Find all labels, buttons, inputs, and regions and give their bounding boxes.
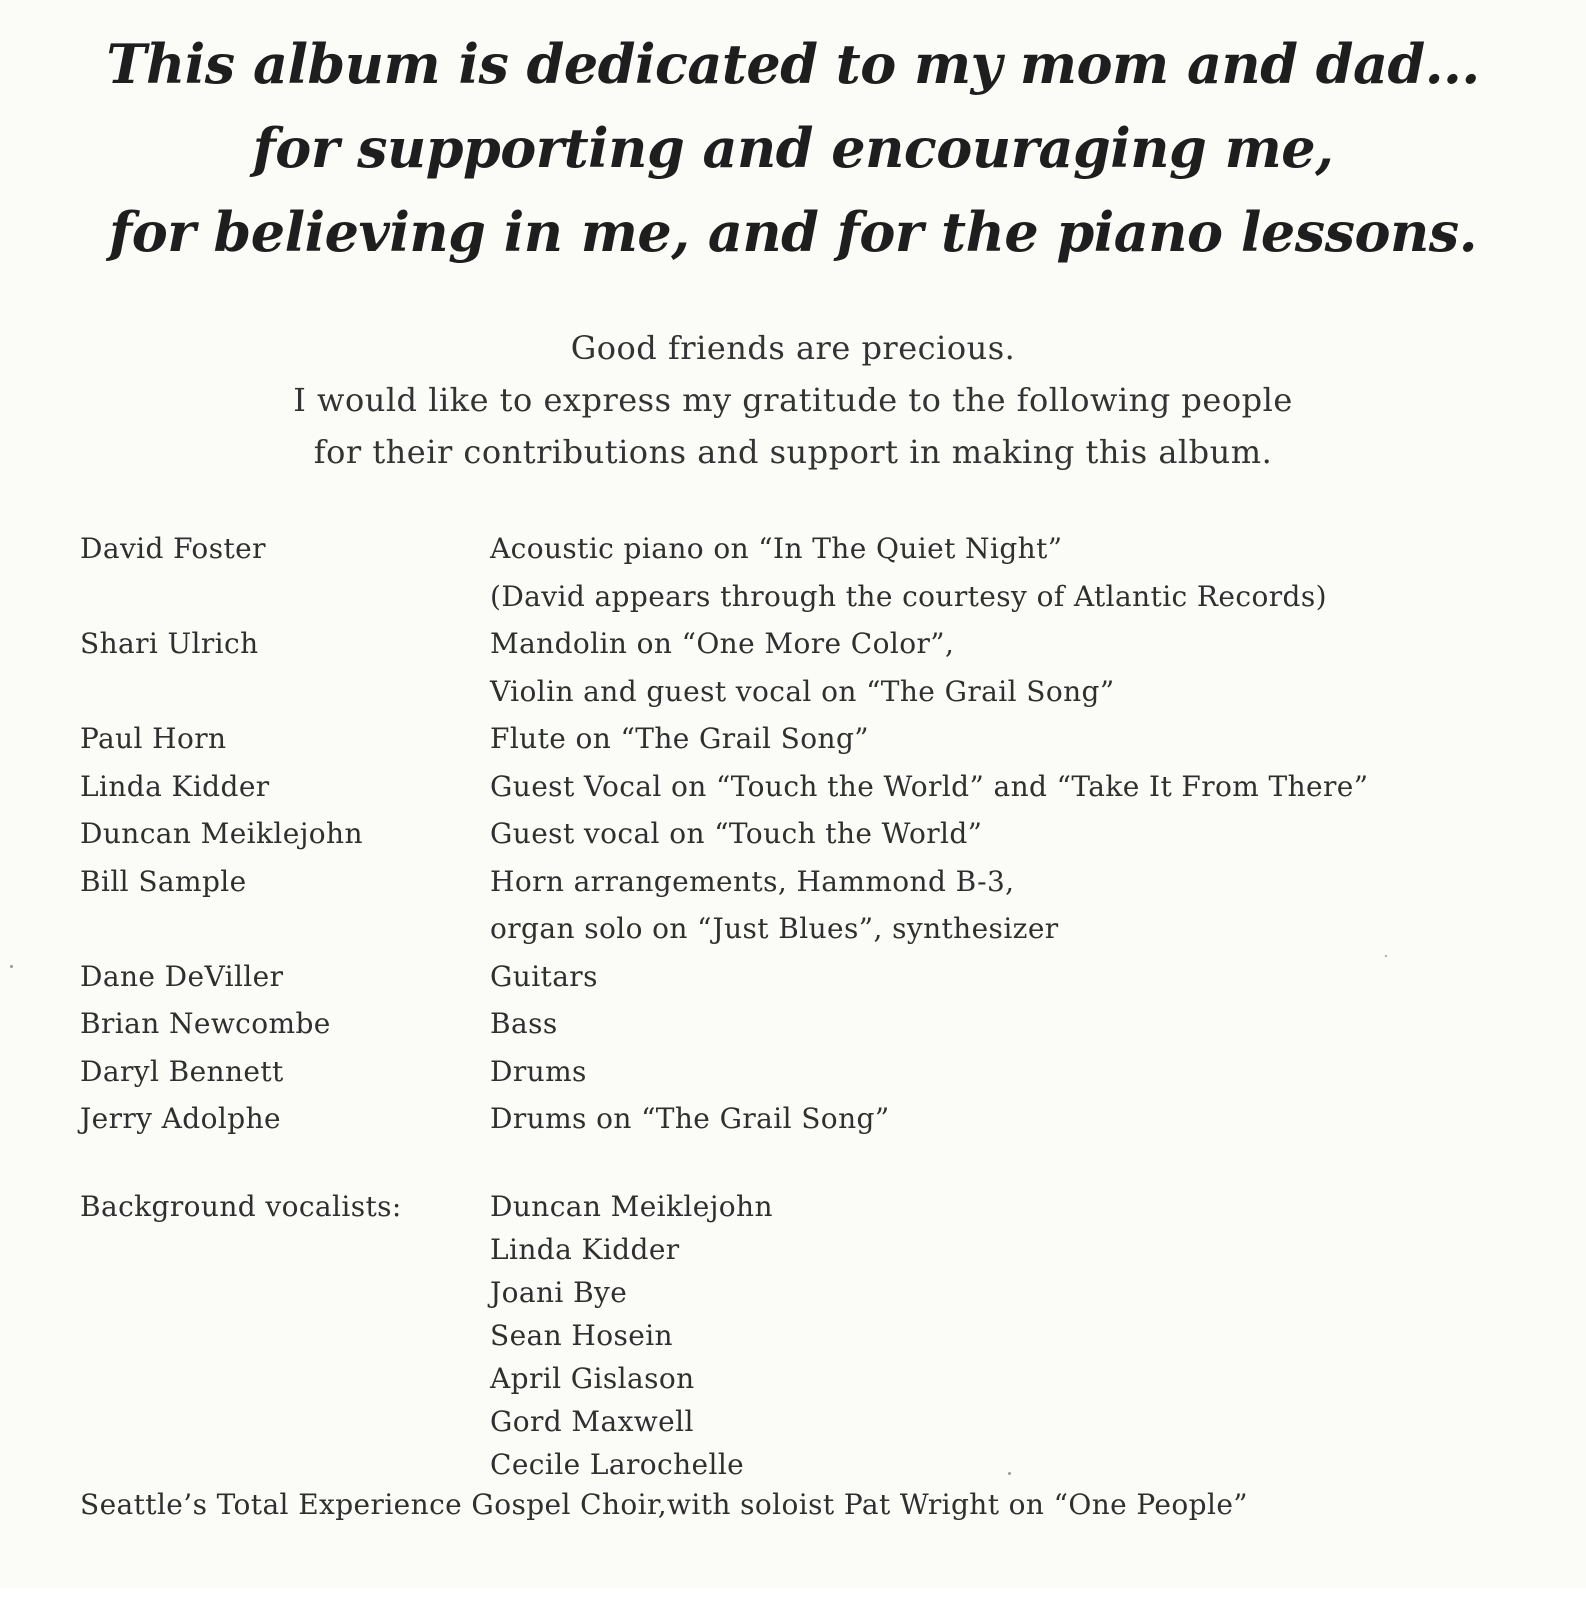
- credit-row: [80, 953, 1520, 1001]
- choir-credit: Seattle’s Total Experience Gospel Choir,with soloist Pat Wright on “One People”: [80, 1488, 1249, 1521]
- credit-name: Shari Ulrich: [80, 627, 259, 660]
- intro-line: for their contributions and support in making this album.: [313, 433, 1273, 471]
- credit-row: [80, 858, 1520, 953]
- credit-row: [80, 810, 1520, 858]
- paper-speck: [1385, 955, 1387, 957]
- credit-role-line: Flute on “The Grail Song”: [490, 722, 869, 755]
- paper-speck: [10, 965, 13, 968]
- credit-role-line: organ solo on “Just Blues”, synthesizer: [490, 912, 1059, 945]
- credit-name: Dane DeViller: [80, 959, 284, 993]
- credit-role: [490, 525, 1520, 620]
- credit-role-line: Violin and guest vocal on “The Grail Song”: [490, 674, 1115, 708]
- background-vocalists-list: [490, 1185, 773, 1486]
- credit-role-line: Guest vocal on “Touch the World”: [490, 817, 983, 850]
- dedication-line: for supporting and encouraging me,: [252, 116, 1334, 180]
- credit-role: [490, 953, 1520, 1001]
- dedication-line: This album is dedicated to my mom and dad...: [106, 32, 1480, 96]
- background-vocalists: [80, 1185, 1520, 1486]
- credit-name: Bill Sample: [80, 864, 247, 898]
- credit-role-line: Horn arrangements, Hammond B-3,: [490, 864, 1015, 898]
- credit-role: [490, 858, 1520, 953]
- credits-list: [80, 525, 1520, 1143]
- credit-name: Jerry Adolphe: [80, 1102, 281, 1135]
- credit-role-line: Acoustic piano on “In The Quiet Night”: [490, 532, 1063, 565]
- credit-name: David Foster: [80, 532, 266, 565]
- credit-row: [80, 1048, 1520, 1096]
- intro-line: Good friends are precious.: [570, 329, 1016, 367]
- credit-role: [490, 620, 1520, 715]
- credit-role: [490, 1095, 1520, 1143]
- credit-row: [80, 620, 1520, 715]
- intro-text: [0, 322, 1586, 478]
- credit-row: [80, 715, 1520, 763]
- credit-role: [490, 763, 1520, 811]
- vocalist-name: April Gislason: [490, 1362, 695, 1395]
- credit-role-line: Bass: [490, 1007, 558, 1040]
- credit-name: Duncan Meiklejohn: [80, 817, 363, 850]
- credit-row: [80, 525, 1520, 620]
- credit-role: [490, 810, 1520, 858]
- credit-row: [80, 763, 1520, 811]
- dedication: [0, 22, 1586, 274]
- credit-role-line: Guitars: [490, 959, 598, 993]
- vocalist-name: Cecile Larochelle: [490, 1448, 745, 1481]
- credit-row: [80, 1000, 1520, 1048]
- dedication-line: for believing in me, and for the piano lessons.: [108, 200, 1478, 264]
- credit-role-line: Drums on “The Grail Song”: [490, 1102, 890, 1135]
- vocalist-name: Gord Maxwell: [490, 1405, 694, 1438]
- intro-line: I would like to express my gratitude to the following people: [293, 381, 1293, 419]
- vocalist-name: Joani Bye: [490, 1276, 628, 1309]
- credit-role-line: (David appears through the courtesy of Atlantic Records): [490, 579, 1327, 613]
- credit-name: Paul Horn: [80, 722, 227, 755]
- credit-role-line: Mandolin on “One More Color”,: [490, 627, 955, 660]
- credit-role: [490, 715, 1520, 763]
- credit-name: Daryl Bennett: [80, 1054, 284, 1088]
- credit-role-line: Guest Vocal on “Touch the World” and “Take It From There”: [490, 769, 1369, 803]
- credit-role: [490, 1000, 1520, 1048]
- vocalist-name: Sean Hosein: [490, 1319, 673, 1352]
- credit-role-line: Drums: [490, 1054, 587, 1088]
- paper-speck: [1008, 1472, 1011, 1475]
- page-bottom-edge: [0, 1588, 1586, 1600]
- credit-role: [490, 1048, 1520, 1096]
- credit-name: Brian Newcombe: [80, 1007, 331, 1040]
- vocalist-name: Duncan Meiklejohn: [490, 1190, 773, 1223]
- credit-row: [80, 1095, 1520, 1143]
- background-vocalists-label: Background vocalists:: [80, 1190, 402, 1223]
- vocalist-name: Linda Kidder: [490, 1233, 680, 1266]
- credit-name: Linda Kidder: [80, 769, 270, 803]
